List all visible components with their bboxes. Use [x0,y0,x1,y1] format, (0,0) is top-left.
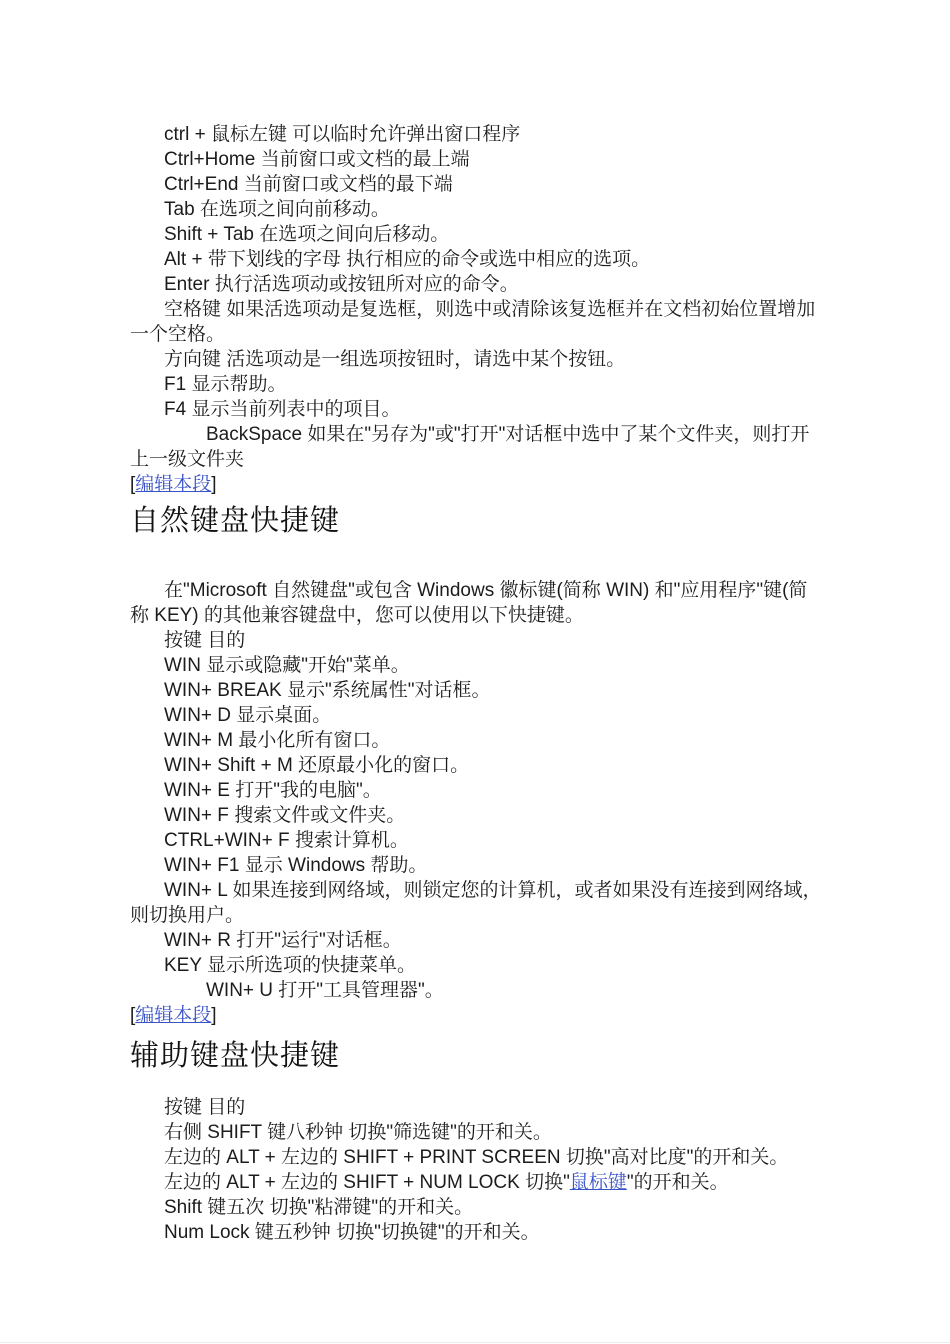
text-line: WIN+ BREAK 显示"系统属性"对话框。 [164,680,491,701]
text-line: ctrl + 鼠标左键 可以临时允许弹出窗口程序 [164,124,521,145]
text-line: KEY 显示所选项的快捷菜单。 [164,955,416,976]
text-line: Num Lock 键五秒钟 切换"切换键"的开和关。 [164,1222,540,1243]
text-line: WIN+ F 搜索文件或文件夹。 [164,805,406,826]
text-line: F4 显示当前列表中的项目。 [164,399,401,420]
text-line: CTRL+WIN+ F 搜索计算机。 [164,830,409,851]
edit-section-line [130,1003,822,1028]
edit-section-link[interactable]: 编辑本段 [135,474,212,495]
text-line: F1 显示帮助。 [164,374,287,395]
text-line: 按键 目的 [164,1097,246,1118]
bracket-close: ] [211,1005,217,1026]
text-line: Ctrl+Home 当前窗口或文档的最上端 [164,149,470,170]
text-line: 右侧 SHIFT 键八秒钟 切换"筛选键"的开和关。 [164,1122,552,1143]
edit-section-line [130,472,822,497]
section-heading-assist-keyboard: 辅助键盘快捷键 [130,1040,341,1072]
text-line: Shift 键五次 切换"粘滞键"的开和关。 [164,1197,474,1218]
bracket-open: [ [130,474,136,495]
bracket-open: [ [130,1005,136,1026]
text-segment: "的开和关。 [626,1172,729,1193]
edit-section-link[interactable]: 编辑本段 [135,1005,212,1026]
text-line: WIN+ L 如果连接到网络域，则锁定您的计算机，或者如果没有连接到网络域，则切换用户。 [130,880,822,926]
text-line: WIN+ U 打开"工具管理器"。 [206,980,444,1001]
text-line: Alt + 带下划线的字母 执行相应的命令或选中相应的选项。 [164,249,651,270]
text-line: WIN 显示或隐藏"开始"菜单。 [164,655,410,676]
text-line: Shift + Tab 在选项之间向后移动。 [164,224,450,245]
text-line: 空格键 如果活选项动是复选框，则选中或清除该复选框并在文档初始位置增加一个空格。 [130,299,816,345]
text-line: 方向键 活选项动是一组选项按钮时，请选中某个按钮。 [164,349,626,370]
text-line: WIN+ F1 显示 Windows 帮助。 [164,855,428,876]
mouse-keys-link[interactable]: 鼠标键 [569,1172,627,1193]
text-line: BackSpace 如果在"另存为"或"打开"对话框中选中了某个文件夹，则打开上一级文件夹 [130,424,810,470]
text-line: WIN+ R 打开"运行"对话框。 [164,930,402,951]
page-bottom-border [0,1342,950,1343]
text-line: WIN+ D 显示桌面。 [164,705,332,726]
text-line: Tab 在选项之间向前移动。 [164,199,390,220]
text-segment: 左边的 ALT + 左边的 SHIFT + NUM LOCK 切换" [164,1172,570,1193]
text-line: WIN+ M 最小化所有窗口。 [164,730,391,751]
section-heading-natural-keyboard: 自然键盘快捷键 [130,505,341,537]
text-line [130,1170,822,1195]
text-line: 左边的 ALT + 左边的 SHIFT + PRINT SCREEN 切换"高对比度"的开和关。 [164,1147,789,1168]
paragraph-natural-intro: 在"Microsoft 自然键盘"或包含 Windows 徽标键(简称 WIN) 和"应用程序"键(简称 KEY) 的其他兼容键盘中，您可以使用以下快捷键。 [130,580,808,626]
text-line: Ctrl+End 当前窗口或文档的最下端 [164,174,453,195]
text-line: 按键 目的 [164,630,246,651]
bracket-close: ] [211,474,217,495]
text-line: WIN+ Shift + M 还原最小化的窗口。 [164,755,470,776]
text-line: Enter 执行活选项动或按钮所对应的命令。 [164,274,519,295]
text-line: WIN+ E 打开"我的电脑"。 [164,780,382,801]
